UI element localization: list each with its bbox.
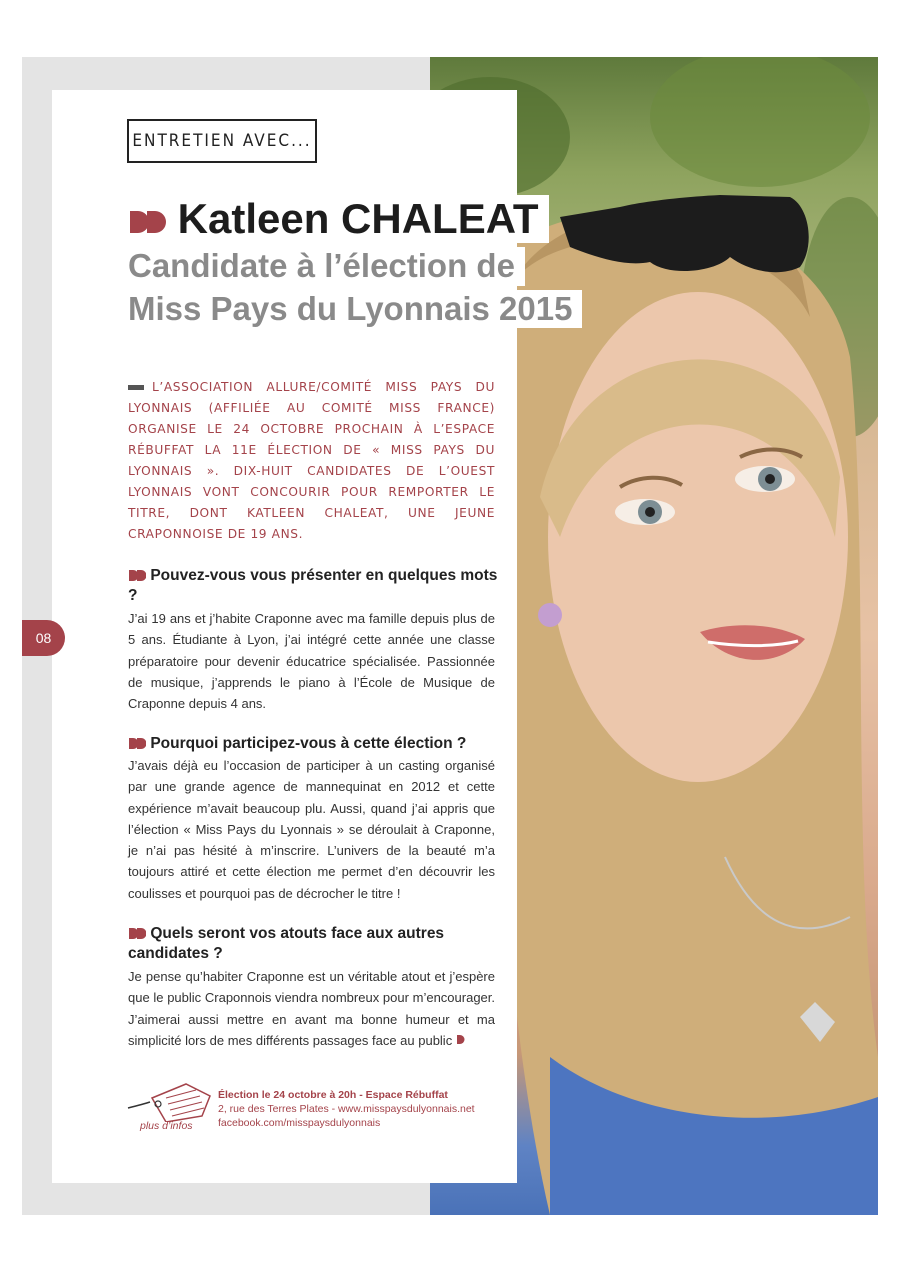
question-3 [128, 924, 498, 964]
event-facebook: facebook.com/misspaysdulyonnais [218, 1117, 381, 1129]
double-arrow-icon [128, 927, 146, 940]
answer-1: J’ai 19 ans et j’habite Craponne avec ma famille depuis plus de 5 ans. Étudiante à Lyon, j’ai intégré cette année une classe préparatoire pour devenir éducatrice spécialisée. Passionnée de musique, j’apprends le piano à l’École de Musique de Craponne depuis 4 ans. [128, 611, 495, 712]
page-number-tab: 08 [22, 620, 65, 656]
answer-text: Je pense qu’habiter Craponne est un véritable atout et j’espère que le public Craponnois viendra nombreux pour m’encourager. J’aimerai aussi mettre en avant ma bonne humeur et ma simplicité lors de mes différents passages face au public [128, 969, 495, 1048]
event-address: 2, rue des Terres Plates - www.misspaysdulyonnais.net [218, 1103, 475, 1115]
answer-3 [128, 966, 495, 1051]
question-1 [128, 566, 498, 606]
event-date: Élection le 24 octobre à 20h - Espace Rébuffat [218, 1089, 448, 1101]
double-arrow-icon [128, 737, 146, 750]
question-text: Pourquoi participez-vous à cette élection ? [150, 735, 467, 752]
tag-label: plus d’infos [140, 1120, 193, 1132]
intro-bar-icon [128, 385, 144, 390]
kicker-label: ENTRETIEN AVEC... [127, 119, 317, 163]
double-arrow-icon [128, 569, 146, 582]
subtitle-line-1: Candidate à l’élection de [124, 247, 525, 286]
question-text: Quels seront vos atouts face aux autres candidates ? [128, 925, 445, 962]
question-2 [128, 734, 498, 754]
title-name-line [124, 195, 549, 243]
intro-text: L’ASSOCIATION ALLURE/COMITÉ MISS PAYS DU LYONNAIS (AFFILIÉE AU COMITÉ MISS FRANCE) ORGANISE LE 24 OCTOBRE PROCHAIN À L’ESPACE RÉBUFFAT LA 11E ÉLECTION DE « MISS PAYS DU LYONNAIS ». DIX-HUIT CANDIDATES DE L’OUEST LYONNAIS VONT CONCOURIR POUR REMPORTER LE TITRE, DONT KATLEEN CHALEAT, UNE JEUNE CRAPONNOISE DE 19 ANS. [128, 380, 495, 541]
title-block [124, 195, 582, 328]
subtitle-line-2: Miss Pays du Lyonnais 2015 [124, 290, 582, 329]
interviewee-name: Katleen CHALEAT [177, 195, 539, 242]
question-text: Pouvez-vous vous présenter en quelques mots ? [128, 567, 498, 604]
intro-paragraph [128, 377, 495, 545]
event-info [218, 1088, 475, 1130]
tag-icon [126, 1078, 212, 1122]
end-mark-icon [456, 1034, 465, 1045]
double-arrow-icon [128, 208, 166, 236]
answer-2: J’avais déjà eu l’occasion de participer à un casting organisé par une grande agence de mannequinat en 2012 et cette expérience m’avait beaucoup plu. Aussi, quand j’ai appris que l’élection « Miss Pays du Lyonnais » se déroulait à Craponne, je n’ai pas hésité à m’inscrire. L’univers de la beauté m’a toujours attiré et cette élection me permet d’en découvrir les coulisses et pourquoi pas de décrocher le titre ! [128, 758, 495, 901]
